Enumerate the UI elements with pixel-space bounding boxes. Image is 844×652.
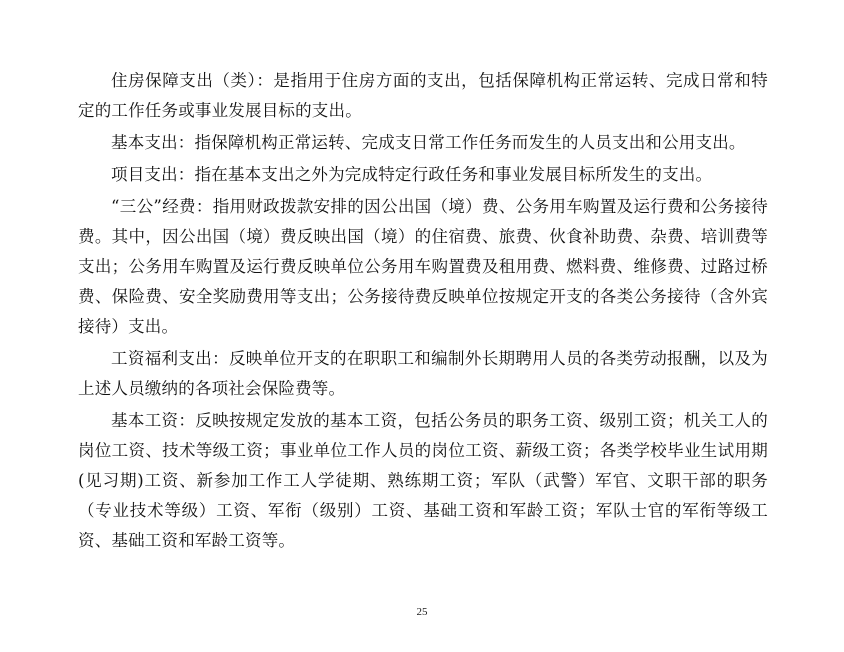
paragraph-basic-expenditure: 基本支出：指保障机构正常运转、完成支日常工作任务而发生的人员支出和公用支出。: [111, 133, 746, 152]
paragraph-housing-expenditure: 住房保障支出（类）：是指用于住房方面的支出，包括保障机构正常运转、完成日常和特定的工作任务或事业发展目标的支出。: [78, 71, 768, 120]
paragraph-three-public-funds: “三公”经费：指用财政拨款安排的因公出国（境）费、公务用车购置及运行费和公务接待费。其中，因公出国（境）费反映出国（境）的住宿费、旅费、伙食补助费、杂费、培训费等支出；公务用车购置及运行费反映单位公务用车购置费及租用费、燃料费、维修费、过路过桥费、保险费、安全奖励费用等支出；公务接待费反映单位按规定开支的各类公务接待（含外宾接待）支出。: [78, 197, 768, 336]
page-number: 25: [416, 606, 428, 618]
paragraph-salary-welfare: 工资福利支出：反映单位开支的在职职工和编制外长期聘用人员的各类劳动报酬，以及为上述人员缴纳的各项社会保险费等。: [78, 349, 768, 398]
paragraph-project-expenditure: 项目支出：指在基本支出之外为完成特定行政任务和事业发展目标所发生的支出。: [111, 165, 713, 184]
paragraph-basic-salary: 基本工资：反映按规定发放的基本工资，包括公务员的职务工资、级别工资；机关工人的岗位工资、技术等级工资；事业单位工作人员的岗位工资、薪级工资；各类学校毕业生试用期(见习期)工资、新参加工作工人学徒期、熟练期工资；军队（武警）军官、文职干部的职务（专业技术等级）工资、军衔（级别）工资、基础工资和军龄工资；军队士官的军衔等级工资、基础工资和军龄工资等。: [78, 411, 768, 550]
document-body: [78, 66, 768, 558]
